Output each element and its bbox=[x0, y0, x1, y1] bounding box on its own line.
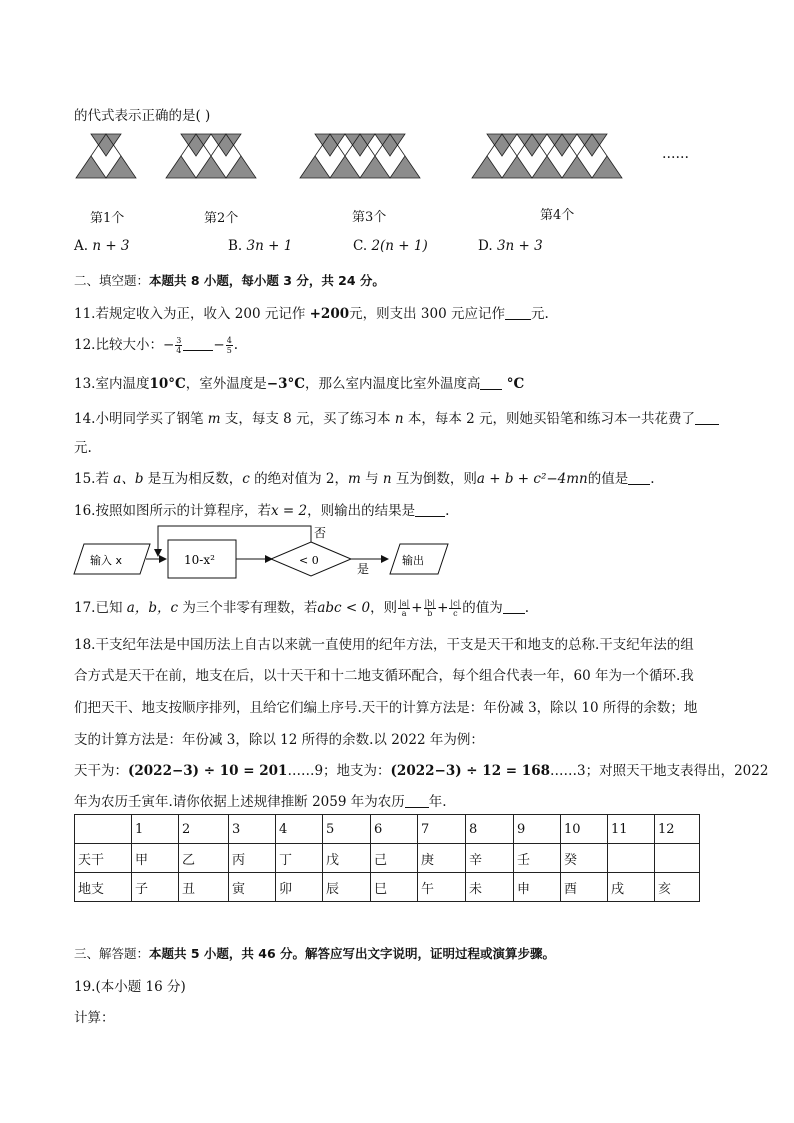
table-cell: 地支 bbox=[75, 873, 132, 902]
flow-input-label: 输入 x bbox=[90, 554, 123, 567]
table-cell: 11 bbox=[608, 815, 655, 844]
shaded-triangle bbox=[211, 134, 241, 156]
table-cell: 乙 bbox=[179, 844, 229, 873]
table-cell: 8 bbox=[466, 815, 514, 844]
triangle-pattern-figures bbox=[70, 130, 710, 200]
question-12: 12.比较大小：− $\frac{3}{4}$ − $\frac{4}{5}$ . bbox=[74, 336, 239, 355]
shaded-triangle bbox=[487, 134, 517, 156]
flow-output-label: 输出 bbox=[402, 554, 424, 567]
table-cell: 10 bbox=[561, 815, 608, 844]
shaded-triangle bbox=[330, 156, 360, 178]
table-cell: 庚 bbox=[418, 844, 466, 873]
flow-condition-label: < 0 bbox=[299, 554, 319, 567]
table-cell: 辛 bbox=[466, 844, 514, 873]
table-cell: 酉 bbox=[561, 873, 608, 902]
table-cell: 寅 bbox=[229, 873, 276, 902]
question-18-line5: 天干为：(2022−3) ÷ 10 = 201……9；地支为：(2022−3) ÷ 12 = 168……3；对照天干地支表得出，2022 bbox=[74, 763, 769, 779]
table-header-row bbox=[75, 815, 700, 844]
table-cell bbox=[75, 815, 132, 844]
question-19-subtitle: 计算： bbox=[74, 1010, 115, 1026]
section-2-heading: 二、填空题：本题共 8 小题，每小题 3 分，共 24 分。 bbox=[74, 273, 385, 288]
option-a: A. n + 3 bbox=[74, 238, 130, 254]
table-cell: 9 bbox=[514, 815, 561, 844]
flow-calc-label: 10-x² bbox=[184, 553, 215, 567]
figure-caption-4: 第4个 bbox=[540, 208, 575, 223]
table-cell: 卯 bbox=[276, 873, 323, 902]
shaded-triangle bbox=[547, 134, 577, 156]
question-19-title: 19.(本小题 16 分) bbox=[74, 979, 186, 995]
pattern-ellipsis: …… bbox=[662, 146, 689, 162]
table-cell: 丑 bbox=[179, 873, 229, 902]
shaded-triangle bbox=[345, 134, 375, 156]
question-11: 11.若规定收入为正，收入 200 元记作 +200元，则支出 300 元应记作 元. bbox=[74, 306, 549, 322]
table-cell: 1 bbox=[132, 815, 179, 844]
shaded-triangle bbox=[390, 156, 420, 178]
shaded-triangle bbox=[517, 134, 547, 156]
shaded-triangle bbox=[226, 156, 256, 178]
table-cell: 12 bbox=[655, 815, 700, 844]
table-cell: 巳 bbox=[371, 873, 418, 902]
ganzhi-table bbox=[74, 814, 700, 902]
table-cell: 2 bbox=[179, 815, 229, 844]
table-row-tiangan bbox=[75, 844, 700, 873]
table-row-dizhi bbox=[75, 873, 700, 902]
table-cell: 午 bbox=[418, 873, 466, 902]
table-cell bbox=[655, 844, 700, 873]
table-cell: 3 bbox=[229, 815, 276, 844]
question-14: 14.小明同学买了钢笔 m 支，每支 8 元，买了练习本 n 本，每本 2 元，则她买铅笔和练习本一共花费了 bbox=[74, 407, 719, 427]
shaded-triangle bbox=[300, 156, 330, 178]
shaded-triangle bbox=[562, 156, 592, 178]
table-cell: 申 bbox=[514, 873, 561, 902]
figure-caption-3: 第3个 bbox=[352, 210, 387, 225]
shaded-triangle bbox=[375, 134, 405, 156]
table-cell: 戊 bbox=[323, 844, 371, 873]
shaded-triangle bbox=[360, 156, 390, 178]
table-cell: 癸 bbox=[561, 844, 608, 873]
question-18-line3: 们把天干、地支按顺序排列，且给它们编上序号.天干的计算方法是：年份减 3，除以 10 所得的余数；地 bbox=[74, 700, 698, 716]
table-cell: 7 bbox=[418, 815, 466, 844]
table-cell: 甲 bbox=[132, 844, 179, 873]
option-c: C. 2(n + 1) bbox=[353, 238, 428, 254]
question-13: 13.室内温度10°C，室外温度是−3°C，那么室内温度比室外温度高 °C bbox=[74, 376, 525, 392]
table-cell: 5 bbox=[323, 815, 371, 844]
table-cell: 辰 bbox=[323, 873, 371, 902]
table-cell bbox=[608, 844, 655, 873]
question-17: 17.已知 a，b，c 为三个非零有理数，若abc < 0，则 $\frac{|a|}{a}$ + $\frac{|b|}{b}$ + $\frac{|c|}{c}$ 的值为 . bbox=[74, 599, 530, 618]
section-3-heading: 三、解答题：本题共 5 小题，共 46 分。解答应写出文字说明，证明过程或演算步骤。 bbox=[74, 946, 556, 961]
shaded-triangle bbox=[196, 156, 226, 178]
table-cell: 己 bbox=[371, 844, 418, 873]
shaded-triangle bbox=[592, 156, 622, 178]
shaded-triangle bbox=[532, 156, 562, 178]
shaded-triangle bbox=[472, 156, 502, 178]
shaded-triangle bbox=[76, 156, 106, 178]
question-18-line4: 支的计算方法是：年份减 3，除以 12 所得的余数.以 2022 年为例： bbox=[74, 732, 484, 748]
question-18-line6: 年为农历壬寅年.请你依据上述规律推断 2059 年为农历 年. bbox=[74, 794, 447, 810]
table-cell: 戌 bbox=[608, 873, 655, 902]
table-cell: 4 bbox=[276, 815, 323, 844]
flow-yes-label: 是 bbox=[357, 562, 370, 576]
option-b: B. 3n + 1 bbox=[228, 238, 293, 254]
figure-caption-1: 第1个 bbox=[90, 211, 125, 226]
table-cell: 天干 bbox=[75, 844, 132, 873]
q10-intro: 的代式表示正确的是( ) bbox=[74, 108, 211, 124]
table-cell: 6 bbox=[371, 815, 418, 844]
calculation-flowchart bbox=[70, 520, 470, 582]
flow-no-label: 否 bbox=[314, 526, 327, 540]
question-16: 16.按照如图所示的计算程序，若x = 2，则输出的结果是 . bbox=[74, 503, 450, 519]
table-cell: 壬 bbox=[514, 844, 561, 873]
table-cell: 子 bbox=[132, 873, 179, 902]
question-15: 15.若 a、b 是互为相反数，c 的绝对值为 2，m 与 n 互为倒数，则a + b + c²−4mn的值是 . bbox=[74, 471, 655, 487]
table-cell: 丁 bbox=[276, 844, 323, 873]
shaded-triangle bbox=[577, 134, 607, 156]
table-cell: 丙 bbox=[229, 844, 276, 873]
shaded-triangle bbox=[106, 156, 136, 178]
question-18-line1: 18.干支纪年法是中国历法上自古以来就一直使用的纪年方法，干支是天干和地支的总称.干支纪年法的组 bbox=[74, 637, 694, 653]
shaded-triangle bbox=[166, 156, 196, 178]
option-d: D. 3n + 3 bbox=[478, 238, 543, 254]
table-cell: 亥 bbox=[655, 873, 700, 902]
shaded-triangle bbox=[181, 134, 211, 156]
question-14-line2: 元. bbox=[74, 440, 92, 456]
shaded-triangle bbox=[315, 134, 345, 156]
question-18-line2: 合方式是天干在前，地支在后，以十天干和十二地支循环配合，每个组合代表一年，60 年为一个循环.我 bbox=[74, 668, 694, 684]
table-cell: 未 bbox=[466, 873, 514, 902]
figure-caption-2: 第2个 bbox=[204, 211, 239, 226]
shaded-triangle bbox=[502, 156, 532, 178]
shaded-triangle bbox=[91, 134, 121, 156]
